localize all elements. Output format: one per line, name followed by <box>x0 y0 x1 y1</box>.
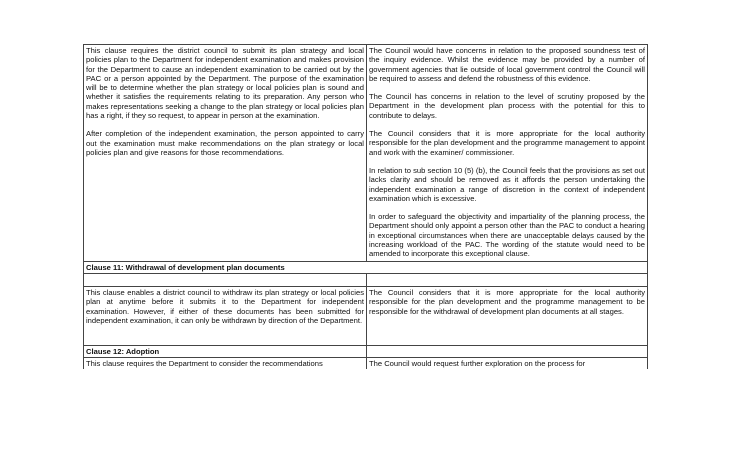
clause12-response-para: The Council would request further exploration on the process for <box>369 359 586 369</box>
clause10-response-para-1: The Council would have concerns in relation to the proposed soundness test of the inquiry evidence. Whilst the evidence may be provided by a number of government agencies that lie outside of local government control the Council will be required to assess and defend the robustness of this evidence. <box>369 46 645 83</box>
clause10-response-para-5: In order to safeguard the objectivity and impartiality of the planning process, the Department should only appoint a person other than the PAC to conduct a hearing in exceptional circumstances when there are unacceptable delays caused by the increasing workload of the PAC. The wording of the statute would need to be amended to incorporate this exceptional clause. <box>369 212 645 259</box>
clause11-response-para: The Council considers that it is more appropriate for the local authority responsible for the plan development and the programme management to be responsible for the withdrawal of development plan documents at all stages. <box>369 287 645 316</box>
clause12-council-response-cell <box>367 358 648 369</box>
table-row <box>84 358 648 369</box>
table-row <box>84 261 648 273</box>
clause10-response-para-3: The Council considers that it is more appropriate for the local authority responsible for the plan development and the programme management to appoint and work with the examiner/ commissioner. <box>369 129 645 157</box>
clause10-response-para-2: The Council has concerns in relation to the level of scrutiny proposed by the Department in the development plan process with the potential for this to contribute to delays. <box>369 92 645 120</box>
clause10-council-response-cell <box>367 45 648 262</box>
table-row <box>84 346 648 358</box>
table-row <box>84 45 648 262</box>
table-row <box>84 273 648 286</box>
clause12-heading: Clause 12: Adoption <box>84 346 367 358</box>
clause12-heading-blank <box>367 346 648 358</box>
clause10-description-para-2: After completion of the independent examination, the person appointed to carry out the examination must make recommendations on the plan strategy or local policies plan and give reasons for those recommendations. <box>86 129 364 157</box>
clause11-description-para: This clause enables a district council to withdraw its plan strategy or local policies plan at anytime before it submits it to the Department for independent examination. However, if either of these documents has been submitted for independent examination, it can only be withdrawn by direction of the Department. <box>86 287 364 325</box>
clause11-heading: Clause 11: Withdrawal of development plan documents <box>84 261 648 273</box>
spacer-cell <box>84 273 367 286</box>
clause10-response-para-4: In relation to sub section 10 (5) (b), the Council feels that the provisions as set out lacks clarity and should be removed as it affords the person undertaking the independent examination a range of discretion in the context of independent examination which is excessive. <box>369 165 645 203</box>
clause10-description-para-1: This clause requires the district council to submit its plan strategy and local policies plan to the Department for independent examination and makes provision for the Department to cause an independent examination to be carried out by the PAC or a person appointed by the Department. The purpose of the examination will be to determine whether the plan strategy or local policies plan is sound and whether it satisfies the requirements relating to its preparation. Any person who makes representations seeking a change to the plan strategy or local policies plan has a right, if they so request, to appear in person at the examination. <box>86 46 364 121</box>
clause12-description-cell <box>84 358 367 369</box>
spacer-cell <box>367 273 648 286</box>
table-row <box>84 286 648 345</box>
clause-comments-table <box>83 44 648 369</box>
clause10-description-cell <box>84 45 367 262</box>
clause11-description-cell <box>84 286 367 345</box>
clause11-council-response-cell <box>367 286 648 345</box>
clause12-description-para: This clause requires the Department to consider the recommendations <box>86 359 323 369</box>
